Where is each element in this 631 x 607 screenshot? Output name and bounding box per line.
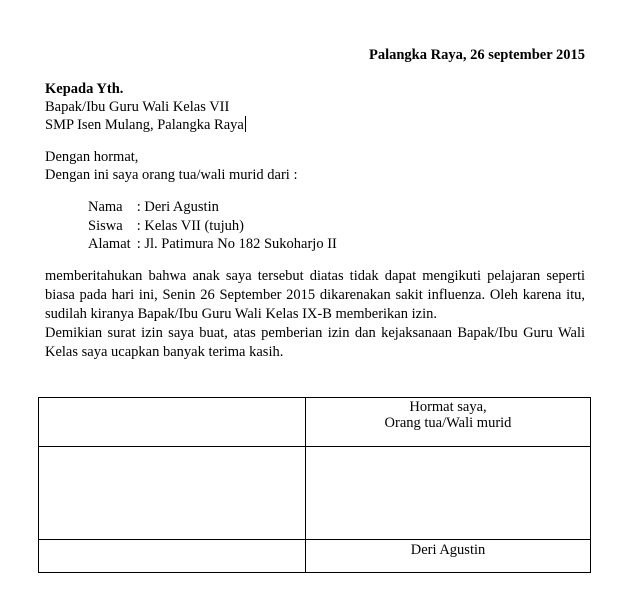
- student-details-table: [88, 198, 337, 254]
- detail-key: Alamat: [88, 236, 131, 252]
- detail-value: : Kelas VII (tujuh): [136, 217, 244, 234]
- signature-cell-empty[interactable]: [39, 398, 306, 447]
- signature-name-row: [39, 540, 591, 573]
- recipient-line-2-wrap[interactable]: [45, 116, 246, 134]
- signature-space-cell[interactable]: [306, 447, 591, 540]
- recipient-block: [45, 80, 246, 134]
- signature-closing-2: Orang tua/Wali murid: [384, 415, 512, 431]
- signature-closing-1: Hormat saya,: [409, 399, 487, 415]
- detail-row-class: [88, 217, 337, 236]
- detail-value: : Deri Agustin: [136, 199, 219, 215]
- body-paragraph-2: Demikian surat izin saya buat, atas pemberian izin dan kejaksanaan Bapak/Ibu Guru Wali Kelas saya ucapkan banyak terima kasih.: [45, 325, 585, 360]
- student-details: [88, 198, 337, 254]
- text-cursor: [245, 116, 246, 132]
- signature-closing-cell[interactable]: [306, 398, 591, 447]
- recipient-salutation: Kepada Yth.: [45, 81, 124, 97]
- letter-date: Palangka Raya, 26 september 2015: [368, 47, 585, 63]
- greeting-intro: Dengan ini saya orang tua/wali murid dari :: [45, 167, 298, 183]
- greeting-block: [45, 148, 297, 184]
- signature-header-row: [39, 398, 591, 447]
- detail-key: Siswa: [88, 217, 123, 234]
- detail-value: : Jl. Patimura No 182 Sukoharjo II: [136, 236, 337, 252]
- recipient-line-2: SMP Isen Mulang, Palangka Raya: [45, 117, 244, 133]
- recipient-line-1: Bapak/Ibu Guru Wali Kelas VII: [45, 99, 230, 115]
- signature-cell-empty[interactable]: [39, 447, 306, 540]
- signature-table: [38, 397, 591, 573]
- signature-name-cell[interactable]: [306, 540, 591, 573]
- signature-space-row: [39, 447, 591, 540]
- detail-row-address: [88, 235, 337, 254]
- greeting-salutation: Dengan hormat,: [45, 149, 139, 165]
- body-paragraph-1: memberitahukan bahwa anak saya tersebut diatas tidak dapat mengikuti pelajaran seperti biasa pada hari ini, Senin 26 September 2015 dikarenakan sakit influenza. Oleh karena itu, sudilah kiranya Bapak/Ibu Guru Wali Kelas IX-B memberikan izin.: [45, 268, 585, 322]
- signature-name: Deri Agustin: [410, 542, 486, 558]
- letter-body: [45, 267, 585, 362]
- detail-row-name: [88, 198, 337, 217]
- signature-cell-empty[interactable]: [39, 540, 306, 573]
- detail-key: Nama: [88, 199, 123, 215]
